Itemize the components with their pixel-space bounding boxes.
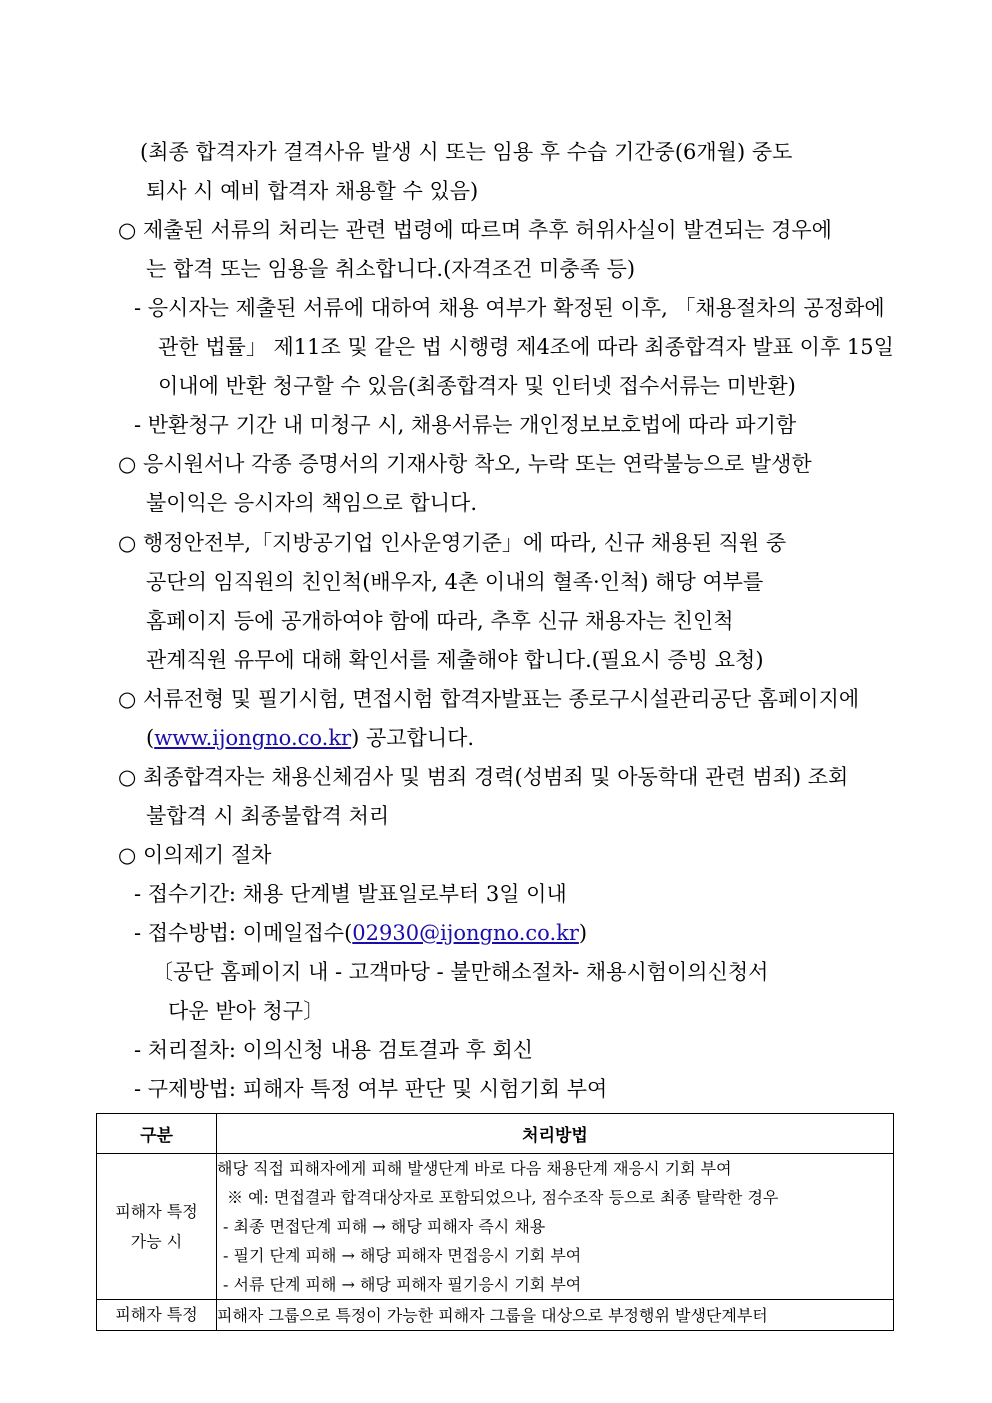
- method-label: - 접수방법: 이메일접수(: [134, 921, 353, 945]
- dash-item: - 반환청구 기간 내 미청구 시, 채용서류는 개인정보보호법에 따라 파기함: [134, 413, 797, 437]
- cell-line: 피해자 그룹으로 특정이 가능한 피해자 그룹을 대상으로 부정행위 발생단계부터: [217, 1305, 768, 1325]
- dash-item: [134, 918, 587, 948]
- table-header-row: [97, 1114, 894, 1154]
- row-label: 피해자 특정: [97, 1300, 217, 1331]
- row-label-line: 가능 시: [130, 1231, 183, 1251]
- text-line: [146, 723, 474, 753]
- text-line: 퇴사 시 예비 합격자 채용할 수 있음): [146, 179, 479, 203]
- text-line: 〔공단 홈페이지 내 - 고객마당 - 불만해소절차- 채용시험이의신청서: [152, 960, 769, 984]
- row-content: [217, 1300, 894, 1331]
- homepage-link[interactable]: www.ijongno.co.kr: [154, 726, 352, 750]
- cell-line: - 최종 면접단계 피해 → 해당 피해자 즉시 채용: [223, 1217, 546, 1236]
- row-label-line: 피해자 특정: [115, 1201, 198, 1221]
- text-line: 는 합격 또는 임용을 취소합니다.(자격조건 미충족 등): [146, 257, 636, 281]
- text-line: 불합격 시 최종불합격 처리: [146, 804, 390, 828]
- text-line: 관계직원 유무에 대해 확인서를 제출해야 합니다.(필요시 증빙 요청): [146, 648, 764, 672]
- announce-text: ) 공고합니다.: [351, 726, 475, 750]
- bullet-item: ○ 응시원서나 각종 증명서의 기재사항 착오, 누락 또는 연락불능으로 발생한: [118, 452, 812, 476]
- text-line: 홈페이지 등에 공개하여야 함에 따라, 추후 신규 채용자는 친인척: [146, 609, 734, 633]
- col-header-method: 처리방법: [217, 1114, 894, 1154]
- email-link[interactable]: 02930@ijongno.co.kr: [352, 921, 579, 945]
- text-line: 이내에 반환 청구할 수 있음(최종합격자 및 인터넷 접수서류는 미반환): [158, 374, 796, 398]
- bullet-item: ○ 이의제기 절차: [118, 843, 272, 867]
- table-row: [97, 1300, 894, 1331]
- text-line: 관한 법률」 제11조 및 같은 법 시행령 제4조에 따라 최종합격자 발표 이후 15일: [158, 335, 894, 359]
- text-line: 공단의 임직원의 친인척(배우자, 4촌 이내의 혈족·인척) 해당 여부를: [146, 570, 764, 594]
- cell-line: ※ 예: 면접결과 합격대상자로 포함되었으나, 점수조작 등으로 최종 탈락한 경우: [227, 1188, 779, 1207]
- col-header-category: 구분: [97, 1114, 217, 1154]
- table-row: [97, 1154, 894, 1300]
- bullet-item: ○ 최종합격자는 채용신체검사 및 범죄 경력(성범죄 및 아동학대 관련 범죄) 조회: [118, 765, 849, 789]
- remedy-table: [96, 1113, 894, 1331]
- cell-line: 해당 직접 피해자에게 피해 발생단계 바로 다음 채용단계 재응시 기회 부여: [217, 1159, 732, 1178]
- paren-close: ): [578, 921, 588, 945]
- row-label: [97, 1154, 217, 1300]
- row-content: [217, 1154, 894, 1300]
- cell-line: - 필기 단계 피해 → 해당 피해자 면접응시 기회 부여: [223, 1246, 582, 1265]
- bullet-item: ○ 서류전형 및 필기시험, 면접시험 합격자발표는 종로구시설관리공단 홈페이지에: [118, 687, 860, 711]
- bullet-item: ○ 행정안전부,「지방공기업 인사운영기준」에 따라, 신규 채용된 직원 중: [118, 531, 787, 555]
- cell-line: - 서류 단계 피해 → 해당 피해자 필기응시 기회 부여: [223, 1275, 582, 1294]
- dash-item: - 구제방법: 피해자 특정 여부 판단 및 시험기회 부여: [134, 1077, 608, 1101]
- dash-item: - 응시자는 제출된 서류에 대하여 채용 여부가 확정된 이후, 「채용절차의 공정화에: [134, 296, 885, 320]
- dash-item: - 처리절차: 이의신청 내용 검토결과 후 회신: [134, 1038, 534, 1062]
- text-line: (최종 합격자가 결격사유 발생 시 또는 임용 후 수습 기간중(6개월) 중도: [140, 140, 793, 164]
- bullet-item: ○ 제출된 서류의 처리는 관련 법령에 따르며 추후 허위사실이 발견되는 경우에: [118, 218, 832, 242]
- dash-item: - 접수기간: 채용 단계별 발표일로부터 3일 이내: [134, 882, 567, 906]
- text-line: 다운 받아 청구〕: [168, 999, 325, 1023]
- text-line: 불이익은 응시자의 책임으로 합니다.: [146, 491, 477, 515]
- paren-open: (: [146, 726, 155, 750]
